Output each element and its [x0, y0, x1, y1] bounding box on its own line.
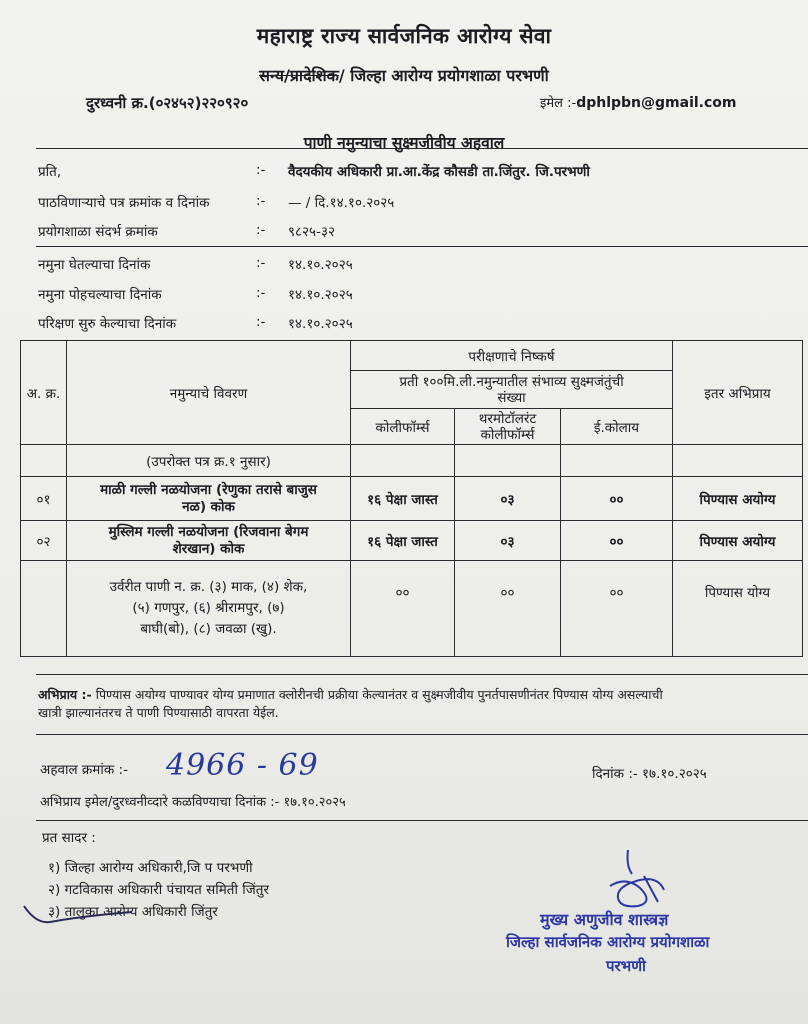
copy-item: १) जिल्हा आरोग्य अधिकारी,जि प परभणी — [48, 860, 253, 876]
divider — [36, 820, 808, 821]
table-row — [21, 477, 803, 521]
field-label-to: प्रति, — [38, 164, 62, 180]
field-sep: :- — [256, 193, 266, 209]
report-date-line — [592, 764, 707, 782]
field-label-lab-ref: प्रयोगशाळा संदर्भ क्रमांक — [38, 224, 158, 240]
table-cell — [21, 445, 67, 477]
row-ecoli: ०० — [561, 561, 673, 657]
opinion-text-2: खात्री झाल्यानंतरच ते पाणी पिण्यासाठी वापरता येईल. — [38, 705, 279, 720]
field-label-sample-date: नमुना घेतल्याचा दिनांक — [38, 257, 151, 273]
field-sep: :- — [256, 222, 266, 238]
stamp-line-3: परभणी — [606, 957, 646, 975]
row-sr: ०२ — [21, 521, 67, 561]
row-coliform: ०० — [351, 561, 455, 657]
table-cell — [673, 445, 803, 477]
field-sep: :- — [256, 285, 266, 301]
row-ecoli: ०० — [561, 477, 673, 521]
phone-number: दुरध्वनी क्र.(०२४५२)२२०९२० — [86, 94, 249, 112]
field-sep: :- — [256, 162, 266, 178]
email-address: dphlpbn@gmail.com — [576, 95, 737, 111]
report-title: पाणी नमुन्याचा सुक्ष्मजीवीय अहवाल — [303, 134, 505, 152]
opinion-line-1 — [38, 686, 663, 703]
field-value-lab-ref: ९८२५-३२ — [288, 224, 335, 240]
field-label-letter: पाठविणाऱ्याचे पत्र क्रमांक व दिनांक — [38, 195, 210, 211]
report-number-handwritten: 4966 - 69 — [166, 748, 319, 783]
divider — [36, 246, 808, 247]
row-coliform: १६ पेक्षा जास्त — [351, 521, 455, 561]
lab-name-rest: / जिल्हा आरोग्य प्रयोगशाळा परभणी — [338, 66, 549, 85]
copy-item: २) गटविकास अधिकारी पंचायत समिती जिंतुर — [48, 882, 270, 898]
row-sr: ०१ — [21, 477, 67, 521]
email-date: १७.१०.२०२५ — [283, 795, 346, 810]
col-header-thermo: थरमोटॉलरंट कोलीफॉर्म्स — [455, 409, 561, 445]
field-value-received-date: १४.१०.२०२५ — [288, 287, 353, 303]
table-row — [21, 521, 803, 561]
results-table — [20, 340, 803, 657]
field-label-test-date: परिक्षण सुरु केल्याचा दिनांक — [38, 316, 177, 332]
pen-tick-mark — [22, 892, 282, 932]
row-remark: पिण्यास अयोग्य — [673, 477, 803, 521]
field-value-to: वैदयकीय अधिकारी प्रा.आ.केंद्र कौसडी ता.जिंतुर. जि.परभणी — [288, 164, 590, 180]
report-date: १७.१०.२०२५ — [642, 766, 707, 782]
table-cell — [455, 445, 561, 477]
field-sep: :- — [256, 255, 266, 271]
row-description: माळी गल्ली नळयोजना (रेणुका तरासे बाजुस नळ) कोक — [67, 477, 351, 521]
reference-note: (उपरोक्त पत्र क्र.१ नुसार) — [67, 445, 351, 477]
report-date-label: दिनांक :- — [592, 766, 638, 782]
field-value-letter: — / दि.१४.१०.२०२५ — [288, 195, 395, 211]
col-header-coliform: कोलीफॉर्म्स — [351, 409, 455, 445]
col-header-sr: अ. क्र. — [21, 341, 67, 445]
opinion-text-1: पिण्यास अयोग्य पाण्यावर योग्य प्रमाणात क्लोरीनची प्रक्रीया केल्यानंतर व सुक्ष्मजीवीय पुनर्तपासणीनंतर पिण्यास योग्य असल्याची — [95, 687, 663, 702]
stamp-line-1: मुख्य अणुजीव शास्त्रज्ञ — [540, 910, 669, 929]
row-sr — [21, 561, 67, 657]
row-description: उर्वरीत पाणी न. क्र. (३) माक, (४) शेक, (५) गणपुर, (६) श्रीरामपुर, (७) बाघी(बो), (८) जवळा (खु). — [67, 561, 351, 657]
col-header-remark: इतर अभिप्राय — [673, 341, 803, 445]
field-sep: :- — [256, 314, 266, 330]
row-thermo: ०० — [455, 561, 561, 657]
field-label-received-date: नमुना पोहचल्याचा दिनांक — [38, 287, 162, 303]
stamp-line-2: जिल्हा सार्वजनिक आरोग्य प्रयोगशाळा — [506, 933, 710, 951]
field-value-sample-date: १४.१०.२०२५ — [288, 257, 353, 273]
row-remark: पिण्यास अयोग्य — [673, 521, 803, 561]
report-number-label: अहवाल क्रमांक :- — [40, 762, 128, 778]
table-cell — [561, 445, 673, 477]
organization-name: महाराष्ट्र राज्य सार्वजनिक आरोग्य सेवा — [256, 24, 552, 48]
col-header-result-sub: प्रती १००मि.ली.नमुन्यातील संभाव्य सुक्ष्मजंतुंची संख्या — [351, 371, 673, 409]
row-thermo: ०३ — [455, 477, 561, 521]
table-cell — [351, 445, 455, 477]
col-header-description: नमुन्याचे विवरण — [67, 341, 351, 445]
row-thermo: ०३ — [455, 521, 561, 561]
lab-name — [0, 64, 808, 86]
email-date-line — [40, 792, 346, 810]
signature-mark — [600, 846, 670, 916]
row-remark: पिण्यास योग्य — [673, 561, 803, 657]
col-header-result: परीक्षणाचे निष्कर्ष — [351, 341, 673, 371]
table-row — [21, 561, 803, 657]
divider — [36, 674, 808, 675]
row-coliform: १६ पेक्षा जास्त — [351, 477, 455, 521]
opinion-label: अभिप्राय :- — [38, 687, 92, 702]
field-value-test-date: १४.१०.२०२५ — [288, 316, 353, 332]
email-line — [540, 93, 736, 111]
copy-label: प्रत सादर : — [42, 830, 96, 846]
email-label: इमेल :- — [540, 96, 577, 111]
lab-name-struck: सन्य/प्रादेशिक — [259, 66, 339, 85]
col-header-ecoli: ई.कोलाय — [561, 409, 673, 445]
row-description: मुस्लिम गल्ली नळयोजना (रिजवाना बेगम शेरखान) कोक — [67, 521, 351, 561]
email-date-label: अभिप्राय इमेल/दुरध्वनीव्दारे कळविण्याचा दिनांक :- — [40, 795, 280, 810]
row-ecoli: ०० — [561, 521, 673, 561]
divider — [36, 734, 808, 735]
copy-item: ३) तालुका आरोग्य अधिकारी जिंतुर — [48, 904, 218, 920]
